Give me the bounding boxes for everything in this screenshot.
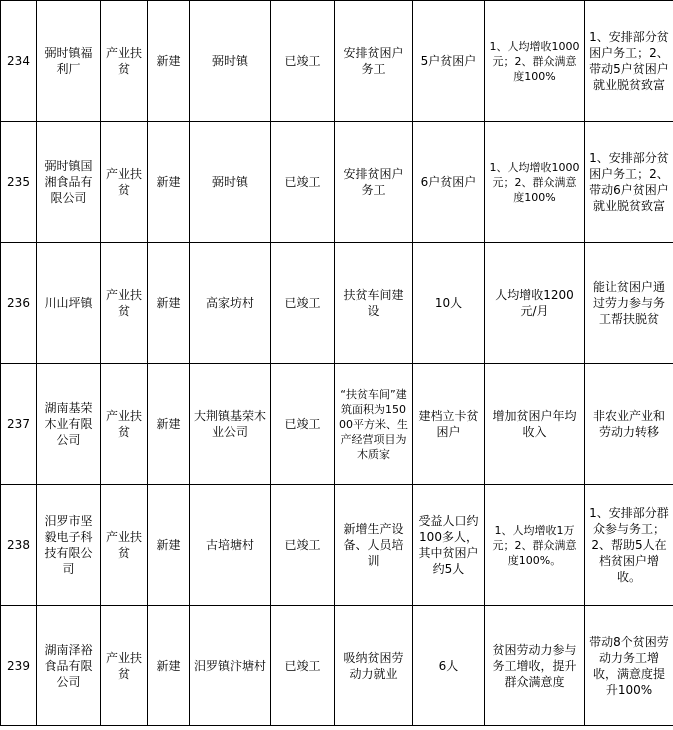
construction-nature: 新建: [148, 485, 190, 606]
table-body: [1, 1, 673, 726]
construction-content: 吸纳贫困劳动力就业: [335, 606, 413, 726]
row-number: 238: [1, 485, 37, 606]
location: 高家坊村: [190, 243, 271, 364]
construction-content: “扶贫车间”建筑面积为15000平方米、生产经营项目为木质家: [335, 364, 413, 485]
construction-content: 新增生产设备、人员培训: [335, 485, 413, 606]
beneficiary: 5户贫困户: [413, 1, 485, 122]
construction-content: 安排贫困户务工: [335, 122, 413, 243]
benefit: 1、人均增收1000元；2、群众满意度100%: [485, 1, 585, 122]
table-row: [1, 606, 673, 726]
project-type: 产业扶贫: [101, 606, 148, 726]
project-name: 川山坪镇: [37, 243, 101, 364]
table-row: [1, 485, 673, 606]
project-type: 产业扶贫: [101, 243, 148, 364]
effect: 1、安排部分群众参与务工；2、帮助5人在档贫困户增收。: [585, 485, 673, 606]
status: 已竣工: [271, 485, 335, 606]
project-name: 弼时镇国湘食品有限公司: [37, 122, 101, 243]
project-name: 湖南基荣木业有限公司: [37, 364, 101, 485]
row-number: 234: [1, 1, 37, 122]
construction-nature: 新建: [148, 1, 190, 122]
construction-nature: 新建: [148, 243, 190, 364]
beneficiary: 6户贫困户: [413, 122, 485, 243]
project-name: 汨罗市坚毅电子科技有限公司: [37, 485, 101, 606]
project-type: 产业扶贫: [101, 122, 148, 243]
benefit: 贫困劳动力参与务工增收，提升群众满意度: [485, 606, 585, 726]
table-row: [1, 243, 673, 364]
beneficiary: 6人: [413, 606, 485, 726]
project-name: 弼时镇福利厂: [37, 1, 101, 122]
beneficiary: 受益人口约100多人，其中贫困户约5人: [413, 485, 485, 606]
row-number: 237: [1, 364, 37, 485]
status: 已竣工: [271, 364, 335, 485]
location: 弼时镇: [190, 1, 271, 122]
project-type: 产业扶贫: [101, 1, 148, 122]
benefit: 1、人均增收1000元；2、群众满意度100%: [485, 122, 585, 243]
benefit: 人均增收1200元/月: [485, 243, 585, 364]
effect: 带动8个贫困劳动力务工增收，满意度提升100%: [585, 606, 673, 726]
status: 已竣工: [271, 243, 335, 364]
effect: 非农业产业和劳动力转移: [585, 364, 673, 485]
beneficiary: 10人: [413, 243, 485, 364]
project-type: 产业扶贫: [101, 485, 148, 606]
status: 已竣工: [271, 606, 335, 726]
status: 已竣工: [271, 122, 335, 243]
project-name: 湖南泽裕食品有限公司: [37, 606, 101, 726]
effect: 1、安排部分贫困户务工；2、带动6户贫困户就业脱贫致富: [585, 122, 673, 243]
benefit: 1、人均增收1万元；2、群众满意度100%。: [485, 485, 585, 606]
construction-nature: 新建: [148, 606, 190, 726]
construction-nature: 新建: [148, 122, 190, 243]
row-number: 235: [1, 122, 37, 243]
table-row: [1, 122, 673, 243]
construction-content: 安排贫困户务工: [335, 1, 413, 122]
project-type: 产业扶贫: [101, 364, 148, 485]
effect: 能让贫困户通过劳力参与务工帮扶脱贫: [585, 243, 673, 364]
row-number: 236: [1, 243, 37, 364]
location: 弼时镇: [190, 122, 271, 243]
table-row: [1, 1, 673, 122]
location: 古培塘村: [190, 485, 271, 606]
construction-content: 扶贫车间建设: [335, 243, 413, 364]
construction-nature: 新建: [148, 364, 190, 485]
beneficiary: 建档立卡贫困户: [413, 364, 485, 485]
location: 汨罗镇汴塘村: [190, 606, 271, 726]
status: 已竣工: [271, 1, 335, 122]
location: 大荆镇基荣木业公司: [190, 364, 271, 485]
row-number: 239: [1, 606, 37, 726]
effect: 1、安排部分贫困户务工；2、带动5户贫困户就业脱贫致富: [585, 1, 673, 122]
benefit: 增加贫困户年均收入: [485, 364, 585, 485]
table-row: [1, 364, 673, 485]
